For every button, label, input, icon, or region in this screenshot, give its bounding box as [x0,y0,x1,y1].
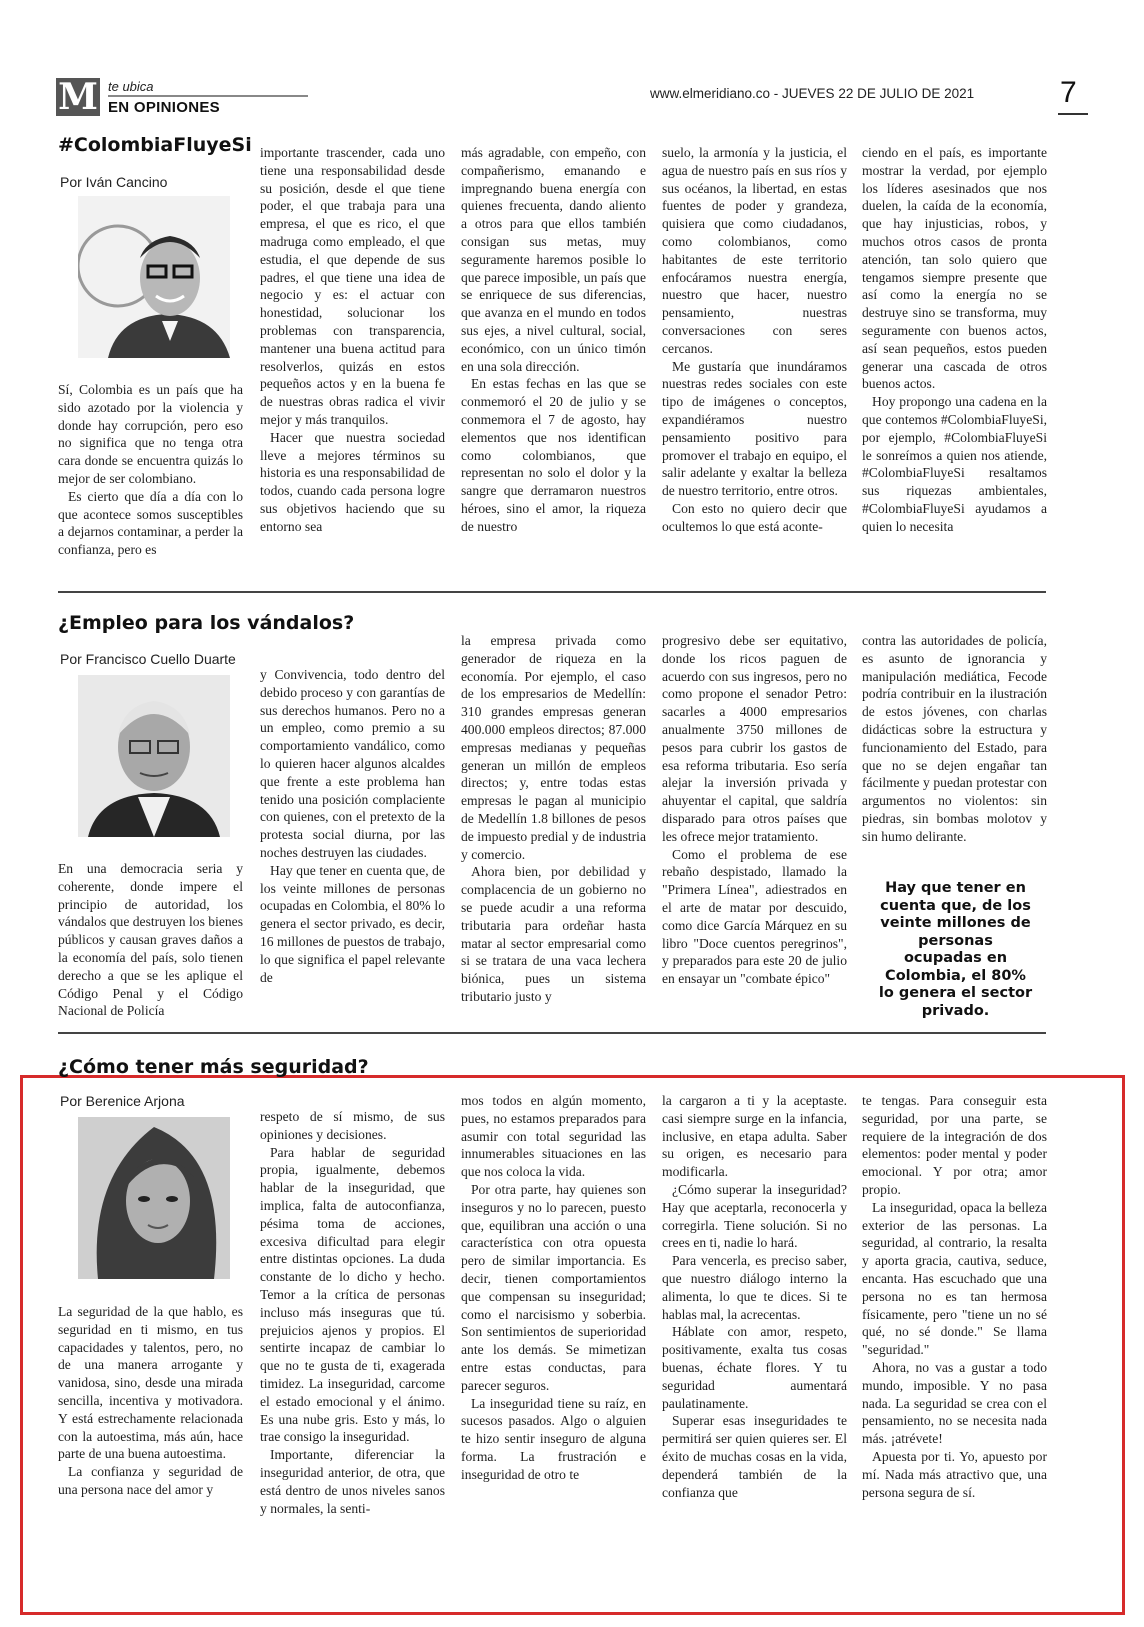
article2-col1 [58,860,243,1020]
paragraph: Superar esas inseguridades te permitirá ser quien quieres ser. El éxito de muchas cosas en la vida, dependerá también de la confianza que [662,1413,847,1500]
paragraph: y Convivencia, todo dentro del debido proceso y con garantías de sus derechos humanos. Pero no a un empleo, como premio a su comportamiento vandálico, como lo quieren hacer algunos alcaldes que frente a este problema han tenido una posición complaciente con quienes, con el pretexto de la protesta social diurna, por las noches destruyen las ciudades. [260,667,445,860]
paragraph: Háblate con amor, respeto, positivamente, exalta tus cosas buenas, échate flores. Y tu seguridad aumentará paulatinamente. [662,1324,847,1411]
paragraph: Por otra parte, hay quienes son inseguros y no lo parecen, puesto que, equilibran una acción o una característica con otra opuesta pero de similar importancia. Es decir, tienen comportamientos que compensan su inseguridad; como el narcisismo y soberbia. Son sentimientos de superioridad ante los demás. Se mimetizan entre estas conductas, para parecer seguros. [461,1181,646,1393]
article2-col4 [662,632,847,988]
article1-col3 [461,144,646,536]
paragraph: te tengas. Para conseguir esta seguridad, por una parte, se requiere de la integración de dos elementos: poder mental y poder emocional. Y por otra; amor propio. [862,1093,1047,1197]
author-photo-berenice [78,1117,230,1279]
paragraph: La inseguridad tiene su raíz, en sucesos pasados. Algo o alguien te hizo sentir inseguro de alguna forma. La frustración e inseguridad de otro te [461,1395,646,1482]
article3-col5 [862,1092,1047,1501]
paragraph: Ahora bien, por debilidad y complacencia de un gobierno no se puede acudir a una reforma tributaria para ordeñar hasta matar al sector empresarial como si se tratara de una vaca lechera biónica, pues un sistema tributario justo y [461,864,646,1004]
newspaper-logo: M [56,78,100,116]
author-photo-francisco-svg [78,675,230,837]
paragraph: importante trascender, cada uno tiene una responsabilidad desde su posición, desde el que tiene poder, el que trabaja para una empresa, el que es rico, el que madruga como empleado, el que estudia, el que depende de sus padres, el que tiene una idea de negocio y es: el actuar con honestidad, solucionar los problemas con transparencia, mantener una buena actitud para resolverlos, quizás en estos pequeños actos y en la buena fe de nuestras obras radica el vivir mejor y más tranquilos. [260,145,445,427]
paragraph: La inseguridad, opaca la belleza exterior de las personas. La seguridad, al contrario, la resalta y aporta gracia, cautiva, seduce, encanta. Has escuchado que una persona no es tan hermosa físicamente, pero "tiene un no sé qué, no sé donde." Se llama "seguridad." [862,1199,1047,1358]
pull-quote: Hay que tener en cuenta que, de los veinte millones de personas ocupadas en Colombia, el 80% lo genera el sector privado. [878,880,1033,1019]
paragraph: más agradable, con empeño, con compañerismo, emanando e impregnando buena energía con quienes frecuenta, dando aliento a otros para que ellos también consigan sus metas, muy seguramente haremos posible lo que parece imposible, un país que se enriquece de sus diferencias, que avanza en el mundo en todos sus ejes, a nivel cultural, social, económico, con un único timón en una sola dirección. [461,145,646,374]
article2-col2 [260,666,445,986]
paragraph: Importante, diferenciar la inseguridad anterior, de otra, que está dentro de unos niveles sanos y normales, la senti- [260,1447,445,1516]
article2-col5 [862,632,1047,846]
article2-byline: Por Francisco Cuello Duarte [60,651,236,667]
article3-col1 [58,1303,243,1499]
article3-col4 [662,1092,847,1501]
paragraph: Ahora, no vas a gustar a todo mundo, imposible. Y no pasa nada. La seguridad se crea con el pensamiento, no se necesita nada más. ¡atrévete! [862,1359,1047,1447]
paragraph: La seguridad de la que hablo, es seguridad en ti mismo, en tus capacidades y talentos, pero, no de una manera arrogante y vanidosa, sino, desde una mirada sencilla, incentiva y motivadora. Y está estrechamente relacionada con la autoestima, más aún, hace parte de una buena autoestima. [58,1304,243,1462]
site-date: www.elmeridiano.co - JUEVES 22 DE JULIO DE 2021 [650,86,975,101]
tagline: te ubica [108,79,154,94]
author-photo-ivan-svg [78,196,230,358]
paragraph: Con esto no quiero decir que ocultemos lo que está aconte- [662,500,847,534]
paragraph: contra las autoridades de policía, es asunto de ignorancia y manipulación mediática, Fecode podría contribuir en la ilustración de estos jóvenes, con charlas didácticas sobre la estructura y funcionamiento del Estado, para que no se dejen engañar tan fácilmente y puedan protestar con argumentos no violentos: sin piedras, sin bombas molotov y sin humo delirante. [862,633,1047,844]
paragraph: Apuesta por ti. Yo, apuesto por mí. Nada más atractivo que, una persona segura de sí. [862,1448,1047,1500]
paragraph: Como el problema de ese rebaño despistado, llamado la "Primera Línea", adiestrados en el arte de matar por descuido, como dice García Márquez en su libro "Doce cuentos peregrinos", y preparados para este 20 de julio en ensayar un "combate épico" [662,846,847,987]
article2-title: ¿Empleo para los vándalos? [58,612,355,634]
paragraph: la cargaron a ti y la aceptaste. casi siempre surge en la infancia, inclusive, en etapa adulta. Saber su origen, es necesario para modificarla. [662,1093,847,1180]
article3-col3 [461,1092,646,1484]
paragraph: En una democracia seria y coherente, donde impere el principio de autoridad, los vándalos que destruyen los bienes públicos y causan graves daños a la economía del país, solo tienen derecho a que se les aplique el Código Penal y el Código Nacional de Policía [58,861,243,1019]
page-number-rule [1058,113,1088,115]
paragraph: Hay que tener en cuenta que, de los veinte millones de personas ocupadas en Colombia, el 80% lo genera el sector privado, es decir, 16 millones de puestos de trabajo, lo que significa el papel relevante de [260,862,445,985]
paragraph: ciendo en el país, es importante mostrar la verdad, por ejemplo los líderes asesinados que nos duelen, la caída de la economía, que hay injusticias, robos, y muchos otros casos de pronta atención, tan solo quiero que tengamos siempre presente que así como la energía no se destruye sino se transforma, muy seguramente con buenos actos, así sean pequeños, estos pueden generar una cascada de otros buenos actos. [862,145,1047,392]
paragraph: Hacer que nuestra sociedad lleve a mejores términos su historia es una responsabilidad de todos, cuando cada persona logre sus objetivos haciendo que su entorno sea [260,429,445,534]
article3-byline: Por Berenice Arjona [60,1093,185,1109]
header-rule [108,95,308,97]
page-number: 7 [1060,76,1077,109]
paragraph: En estas fechas en las que se conmemoró el 20 de julio y se conmemora el 7 de agosto, hay elementos que nos identifican como colombianos, que representan no solo el dolor y la sangre que derramaron nuestros héroes, sino el amor, la riqueza de nuestro [461,376,646,534]
author-photo-berenice-svg [78,1117,230,1279]
paragraph: Para vencerla, es preciso saber, que nuestro diálogo interno la alimenta, lo que te dices. Si te hablas mal, la acrecentas. [662,1253,847,1322]
paragraph: suelo, la armonía y la justicia, el agua de nuestro país en sus ríos y sus océanos, la libertad, en estas fuentes de poder y grandeza, quisiera que como ciudadanos, como colombianos, como habitantes de este territorio enfocáramos nuestra energía, nuestro que hacer, nuestro pensamiento, nuestras conversaciones con seres cercanos. [662,145,847,356]
article1-byline: Por Iván Cancino [60,174,168,190]
paragraph: Es cierto que día a día con lo que acontece somos susceptibles a dejarnos contaminar, a perder la confianza, pero es [58,488,243,558]
paragraph: la empresa privada como generador de riqueza en la economía. Por ejemplo, el caso de los empresarios de Medellín: 310 grandes empresas generan 400.000 empleos directos; 87.000 empresas medianas y pequeñas generan un millón de empleos directos; y, entre todas estas empresas le pagan al municipio de Medellín 1.8 billones de pesos de impuesto predial y de industria y comercio. [461,633,646,862]
article1-col2 [260,144,445,536]
paragraph: Sí, Colombia es un país que ha sido azotado por la violencia y donde hay corrupción, pero eso no significa que no tenga otra cara donde se encuentra quizás lo mejor de ser colombiano. [58,382,243,486]
section-title: EN OPINIONES [108,99,220,116]
paragraph: respeto de sí mismo, de sus opiniones y decisiones. [260,1109,445,1142]
paragraph: progresivo debe ser equitativo, donde los ricos paguen de acuerdo con sus ingresos, pero no como propone el senador Petro: sacarles a 4000 empresarios anualmente 3750 millones de pesos para cubrir los gastos de esa reforma tributaria. Eso sería alejar la inversión privada y ahuyentar el capital, que saldría disparado para otros países que les ofrece mejor tratamiento. [662,633,847,844]
paragraph: mos todos en algún momento, pues, no estamos preparados para asumir con total seguridad las innumerables situaciones en las que nos coloca la vida. [461,1093,646,1180]
article2-col3 [461,632,646,1006]
article1-col5 [862,144,1047,536]
author-photo-francisco [78,675,230,837]
article1-title: #ColombiaFluyeSi [58,134,252,156]
article3-title: ¿Cómo tener más seguridad? [58,1056,369,1078]
article-divider [58,1032,1046,1034]
article1-col4 [662,144,847,536]
paragraph: ¿Cómo superar la inseguridad? Hay que aceptarla, reconocerla y corregirla. Tiene solución. Si no crees en ti, nadie lo hará. [662,1181,847,1251]
author-photo-ivan [78,196,230,358]
article3-col2 [260,1108,445,1517]
paragraph: Para hablar de seguridad propia, igualmente, debemos hablar de la inseguridad, que implica, falta de autoconfianza, pésima toma de acciones, excesiva dificultad para elegir entre distintas opciones. La duda constante de lo dicho y hecho. Temor a la crítica de personas incluso más inseguras que tú. prejuicios ajenos y propios. El sentirte incapaz de cambiar lo que no te gusta de ti, exagerada timidez. La inseguridad, carcome el estado emocional y el ánimo. Es una nube gris. Esto y más, lo trae consigo la inseguridad. [260,1144,445,1445]
paragraph: Hoy propongo una cadena en la que contemos #ColombiaFluyeSi, por ejemplo, #ColombiaFluyeSi le sonreímos a quien nos atiende, #ColombiaFluyeSi resaltamos sus riquezas ambientales, #ColombiaFluyeSi ayudamos a quien lo necesita [862,394,1047,534]
paragraph: La confianza y seguridad de una persona nace del amor y [58,1464,243,1497]
paragraph: Me gustaría que inundáramos nuestras redes sociales con este tipo de imágenes o conceptos, expandiéramos nuestro pensamiento positivo para promover el trabajo en equipo, el salir adelante y exaltar la belleza de nuestro territorio, entre otros. [662,358,847,499]
article-divider [58,591,1046,593]
article1-col1 [58,381,243,559]
